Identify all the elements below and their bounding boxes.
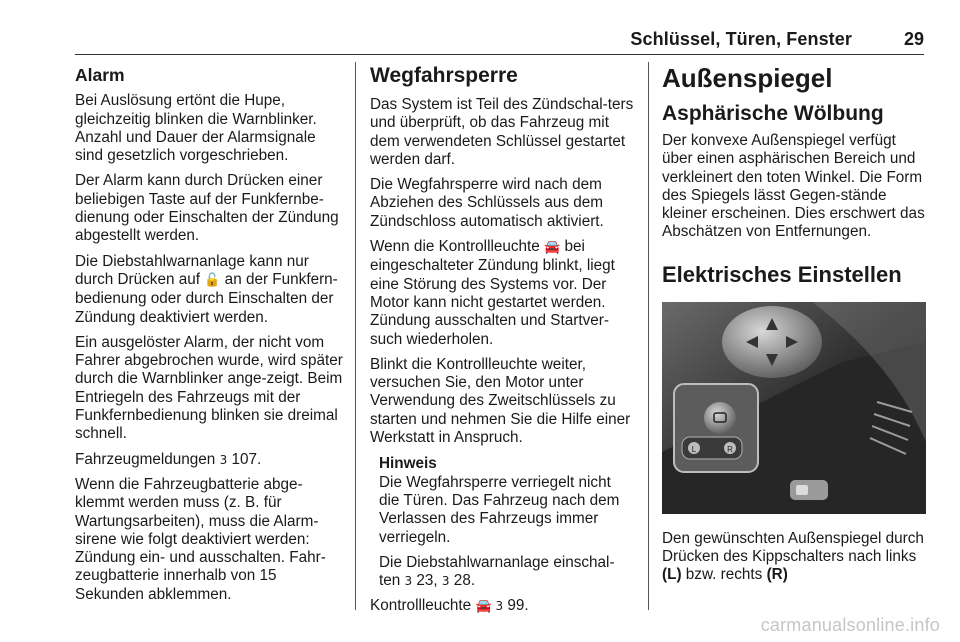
- electric-adjust-text: Den gewünschten Außenspiegel durch Drücken des Kippschalters nach links: [662, 529, 924, 566]
- column-divider-2: [648, 62, 649, 610]
- note-paragraph-1: Die Wegfahrsperre verriegelt nicht die Türen. Das Fahrzeug nach dem Verlassen des Fahrzeugs immer verriegeln.: [379, 473, 620, 546]
- alarm-paragraph-2: Der Alarm kann durch Drücken einer beliebigen Taste auf der Funkfernbe-dienung oder Einschalten der Zündung abgestellt werden.: [75, 172, 339, 245]
- page-ref-icon: 3: [491, 599, 504, 614]
- warning-lamp-page: 99.: [503, 597, 529, 615]
- switch-label-r: R: [727, 444, 733, 454]
- note-box: [379, 455, 635, 590]
- electric-adjust-paragraph: [662, 530, 930, 585]
- right-label: (R): [766, 566, 788, 584]
- alarm-heading: Alarm: [75, 65, 125, 85]
- immobiliser-lamp-icon: 🚘: [475, 599, 492, 615]
- warning-lamp-text: Kontrollleuchte: [370, 597, 476, 615]
- immobiliser-paragraph-1: Das System ist Teil des Zündschal-ters und überprüft, ob das Fahrzeug mit dem verwendeten Schlüssel gestartet werden darf.: [370, 96, 634, 168]
- aspheric-paragraph: Der konvexe Außenspiegel verfügt über einen asphärischen Bereich und verkleinert den toten Winkel. Die Form des Spiegels lässt Gegen-stände kleiner erscheinen. Dies erschwert das Abschätzen von Entfernungen.: [662, 132, 925, 241]
- unlock-icon: 🔓: [204, 272, 221, 288]
- page-header: [0, 0, 960, 58]
- alarm-paragraph-4: Ein ausgelöster Alarm, der nicht vom Fahrer abgebrochen wurde, wird später durch die Warnblinker ange-zeigt. Beim Entriegeln des Fahrzeugs mit der Funkfernbedienung blinken sie dreimal schnell.: [75, 333, 343, 443]
- alarm-paragraph-3: [75, 253, 347, 327]
- immobiliser-heading: Wegfahrsperre: [370, 64, 518, 87]
- alarm-p3-text: Die Diebstahlwarnanlage kann nur durch Drücken auf: [75, 252, 309, 288]
- aspheric-subheading: Asphärische Wölbung: [662, 102, 884, 125]
- note-paragraph-2: [379, 554, 635, 591]
- page-ref-icon: 3: [404, 574, 413, 589]
- immobiliser-paragraph-4: Blinkt die Kontrollleuchte weiter, versuchen Sie, den Motor unter Verwendung des Zweitschlüssels zu starten und nehmen Sie die Hilfe einer Werkstatt in Anspruch.: [370, 355, 631, 447]
- note-p2-text: Die Diebstahlwarnanlage einschal-ten: [379, 553, 615, 590]
- immobiliser-paragraph-3: [370, 238, 635, 349]
- watermark: carmanualsonline.info: [760, 615, 940, 635]
- left-label: (L): [662, 566, 682, 584]
- vehicle-messages-text: Fahrzeugmeldungen: [75, 450, 220, 468]
- page-ref-icon: 3: [219, 452, 228, 467]
- warning-lamp-reference: [370, 597, 635, 616]
- alarm-p3-text-end: an der Funkfern-bedienung oder durch Einschalten der Zündung deaktiviert werden.: [75, 270, 338, 326]
- alarm-paragraph-6: Wenn die Fahrzeugbatterie abge-klemmt werden muss (z. B. für Wartungsarbeiten), muss die Alarm-sirene wie folgt deaktiviert werden: Zündung ein- und ausschalten. Fahr-zeugbatterie innerhalb von 15 Sekunden abklemmen.: [75, 475, 326, 603]
- column-immobiliser: [370, 62, 635, 624]
- note-p2-end: 28.: [449, 572, 476, 590]
- column-divider-1: [355, 62, 356, 610]
- immobiliser-lamp-icon: 🚘: [544, 240, 561, 256]
- mirror-switch-illustration: [662, 302, 926, 514]
- header-divider: [75, 54, 924, 55]
- electric-adjust-heading: Elektrisches Einstellen: [662, 261, 902, 287]
- immobiliser-paragraph-2: Die Wegfahrsperre wird nach dem Abziehen des Schlüssels aus dem Zündschloss automatisch aktiviert.: [370, 176, 604, 230]
- mirrors-heading: Außenspiegel: [662, 63, 833, 93]
- immobiliser-p3-text-end: bei eingeschalteter Zündung blinkt, liegt eine Störung des Systems vor. Der Motor kann nicht gestartet werden. Zündung ausschalten und Startver-such wiederholen.: [370, 238, 615, 348]
- switch-label-l: L: [691, 444, 697, 454]
- mirror-switch-photo: [662, 302, 926, 514]
- page-ref-icon: 3: [441, 574, 450, 589]
- note-title: Hinweis: [379, 455, 437, 473]
- vehicle-messages-page: 107.: [227, 450, 262, 468]
- note-p2-mid: 23,: [412, 572, 442, 590]
- alarm-paragraph-1: Bei Auslösung ertönt die Hupe, gleichzeitig blinken die Warnblinker. Anzahl und Dauer der Alarmsignale sind gesetzlich vorgeschrieben.: [75, 92, 317, 165]
- electric-adjust-mid: bzw. rechts: [681, 566, 767, 584]
- immobiliser-p3-text: Wenn die Kontrollleuchte: [370, 238, 545, 256]
- chapter-title: Schlüssel, Türen, Fenster: [630, 29, 852, 49]
- alarm-paragraph-5: [75, 451, 347, 469]
- page-number: 29: [903, 29, 924, 49]
- column-mirrors: [662, 62, 930, 592]
- column-alarm: [75, 62, 347, 611]
